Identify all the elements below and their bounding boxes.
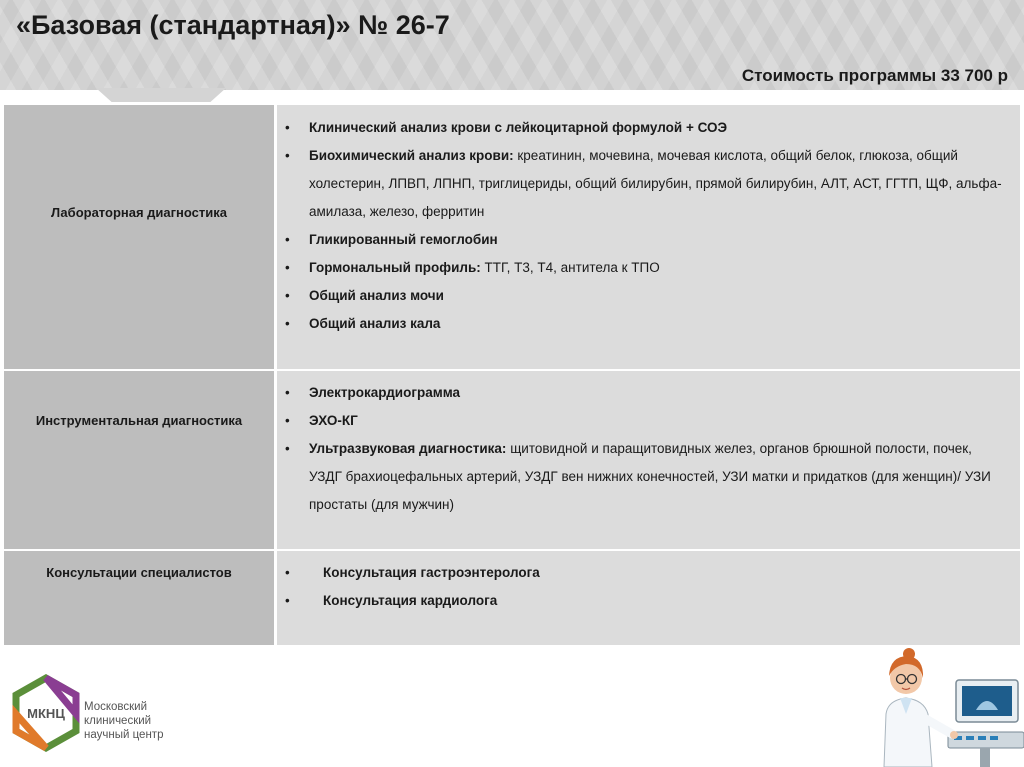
section-label-cell xyxy=(3,370,275,550)
item-text: креатинин, мочевина, мочевая кислота, общий белок, глюкоза, общий холестерин, ЛПВП, ЛПНП, триглицериды, общий билирубин, прямой билирубин, АЛТ, АСТ, ГГТП, ЩФ, альфа-амилаза, железо, ферритин xyxy=(309,148,1002,219)
logo-abbr: МКНЦ xyxy=(27,706,65,721)
item-bold-text: Общий анализ кала xyxy=(309,316,441,331)
list-item xyxy=(285,559,1006,587)
doctor-ultrasound-illustration xyxy=(876,648,1024,767)
logo-line-2: клинический xyxy=(84,715,152,727)
item-bold-text: Биохимический анализ крови: xyxy=(309,148,514,163)
list-item xyxy=(285,142,1006,226)
page-title: «Базовая (стандартная)» № 26-7 xyxy=(16,10,450,40)
item-text: щитовидной и паращитовидных желез, органов брюшной полости, почек, УЗДГ брахиоцефальных артерий, УЗДГ вен нижних конечностей, УЗИ матки и придатков (для женщин)/ УЗИ простаты (для мужчин) xyxy=(309,441,991,512)
item-text: ТТГ, Т3, Т4, антитела к ТПО xyxy=(480,260,660,275)
item-bold-text: ЭХО-КГ xyxy=(309,413,358,428)
header-tab-decoration xyxy=(96,88,226,102)
bullet-icon: • xyxy=(285,565,290,580)
table-row-instrumental xyxy=(3,370,1021,550)
list-item xyxy=(285,226,1006,254)
section-label-cell xyxy=(3,550,275,646)
logo-caption xyxy=(84,700,163,742)
item-bold-text: Общий анализ мочи xyxy=(309,288,444,303)
bullet-icon: • xyxy=(285,260,290,275)
item-bold-text: Консультация кардиолога xyxy=(323,593,498,608)
bullet-icon: • xyxy=(285,148,290,163)
item-bold-text: Гликированный гемоглобин xyxy=(309,232,498,247)
logo-line-3: научный центр xyxy=(84,729,164,741)
section-items-cell xyxy=(276,104,1021,370)
bullet-icon: • xyxy=(285,593,290,608)
bullet-icon: • xyxy=(285,316,290,331)
section-label-cell xyxy=(3,104,275,370)
list-item xyxy=(285,407,1006,435)
list-item xyxy=(285,282,1006,310)
item-bold-text: Клинический анализ крови с лейкоцитарной формулой + СОЭ xyxy=(309,120,728,135)
section-label: Консультации специалистов xyxy=(46,565,232,580)
bullet-icon: • xyxy=(285,413,290,428)
section-items-list xyxy=(285,114,1006,338)
section-items-cell xyxy=(276,370,1021,550)
bullet-icon: • xyxy=(285,120,290,135)
table-row-consultations xyxy=(3,550,1021,646)
section-items-cell xyxy=(276,550,1021,646)
section-label: Инструментальная диагностика xyxy=(35,413,243,428)
list-item xyxy=(285,114,1006,142)
logo-line-1: Московский xyxy=(84,701,148,713)
section-items-list xyxy=(285,559,1006,615)
list-item xyxy=(285,379,1006,407)
bullet-icon: • xyxy=(285,232,290,247)
list-item xyxy=(285,587,1006,615)
list-item xyxy=(285,254,1006,282)
list-item xyxy=(285,435,1006,519)
bullet-icon: • xyxy=(285,441,290,456)
bullet-icon: • xyxy=(285,385,290,400)
item-bold-text: Консультация гастроэнтеролога xyxy=(323,565,540,580)
list-item xyxy=(285,310,1006,338)
item-bold-text: Ультразвуковая диагностика: xyxy=(309,441,507,456)
program-price: Стоимость программы 33 700 р xyxy=(741,66,1008,85)
item-bold-text: Гормональный профиль: xyxy=(309,260,481,275)
section-items-list xyxy=(285,379,1006,519)
bullet-icon: • xyxy=(285,288,290,303)
section-label: Лабораторная диагностика xyxy=(50,205,227,220)
item-bold-text: Электрокардиограмма xyxy=(309,385,461,400)
table-row-laboratory xyxy=(3,104,1021,370)
